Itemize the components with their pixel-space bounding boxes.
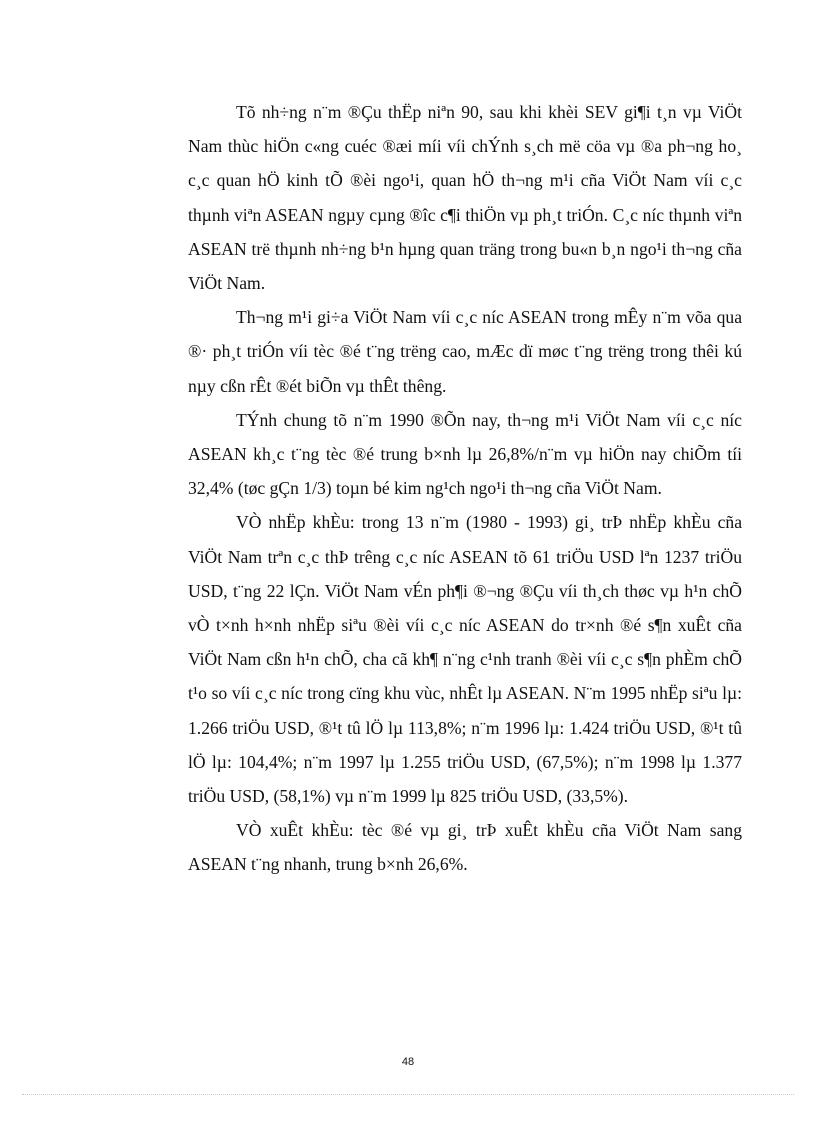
body-text [188, 95, 742, 882]
paragraph-growth: Th¬ng m¹i gi÷a ViÖt Nam víi c¸c níc ASEAN trong mÊy n¨m võa qua ®· ph¸t triÓn víi tèc ®é t¨ng trëng cao, mÆc dï møc t¨ng trëng trong thêi kú nµy cßn rÊt ®ét biÕn vµ thÊt thêng. [188, 307, 742, 396]
paragraph-exports: VÒ xuÊt khÈu: tèc ®é vµ gi¸ trÞ xuÊt khÈu cña ViÖt Nam sang ASEAN t¨ng nhanh, trung b×nh 26,6%. [188, 820, 742, 875]
paragraph-trade-relations: Tõ nh÷ng n¨m ®Çu thËp niªn 90, sau khi khèi SEV gi¶i t¸n vµ ViÖt Nam thùc hiÖn c«ng cuéc ®æi míi víi chÝnh s¸ch më cöa vµ ®a ph¬ng ho¸ c¸c quan hÖ kinh tÕ ®èi ngo¹i, quan hÖ th¬ng m¹i cña ViÖt Nam víi c¸c thµnh viªn ASEAN ngµy cµng ®îc c¶i thiÖn vµ ph¸t triÓn. C¸c níc thµnh viªn ASEAN trë thµnh nh÷ng b¹n hµng quan träng trong bu«n b¸n ngo¹i th¬ng cña ViÖt Nam. [188, 102, 742, 294]
page-bottom-divider [22, 1094, 794, 1095]
paragraph-imports: VÒ nhËp khÈu: trong 13 n¨m (1980 - 1993) gi¸ trÞ nhËp khÈu cña ViÖt Nam trªn c¸c thÞ trêng c¸c níc ASEAN tõ 61 triÖu USD lªn 1237 triÖu USD, t¨ng 22 lÇn. ViÖt Nam vÉn ph¶i ®¬ng ®Çu víi th¸ch thøc vµ h¹n chÕ vÒ t×nh h×nh nhËp siªu ®èi víi c¸c níc ASEAN do tr×nh ®é s¶n xuÊt cña ViÖt Nam cßn h¹n chÕ, cha cã kh¶ n¨ng c¹nh tranh ®èi víi c¸c s¶n phÈm chÕ t¹o so víi c¸c níc trong cïng khu vùc, nhÊt lµ ASEAN. N¨m 1995 nhËp siªu lµ: 1.266 triÖu USD, ®¹t tû lÖ lµ 113,8%; n¨m 1996 lµ: 1.424 triÖu USD, ®¹t tû lÖ lµ: 104,4%; n¨m 1997 lµ 1.255 triÖu USD, (67,5%); n¨m 1998 lµ 1.377 triÖu USD, (58,1%) vµ n¨m 1999 lµ 825 triÖu USD, (33,5%). [188, 512, 742, 807]
paragraph-share: TÝnh chung tõ n¨m 1990 ®Õn nay, th¬ng m¹i ViÖt Nam víi c¸c níc ASEAN kh¸c t¨ng tèc ®é trung b×nh lµ 26,8%/n¨m vµ hiÖn nay chiÕm tíi 32,4% (tøc gÇn 1/3) toµn bé kim ng¹ch ngo¹i th¬ng cña ViÖt Nam. [188, 409, 742, 499]
page-number: 48 [401, 1056, 415, 1068]
